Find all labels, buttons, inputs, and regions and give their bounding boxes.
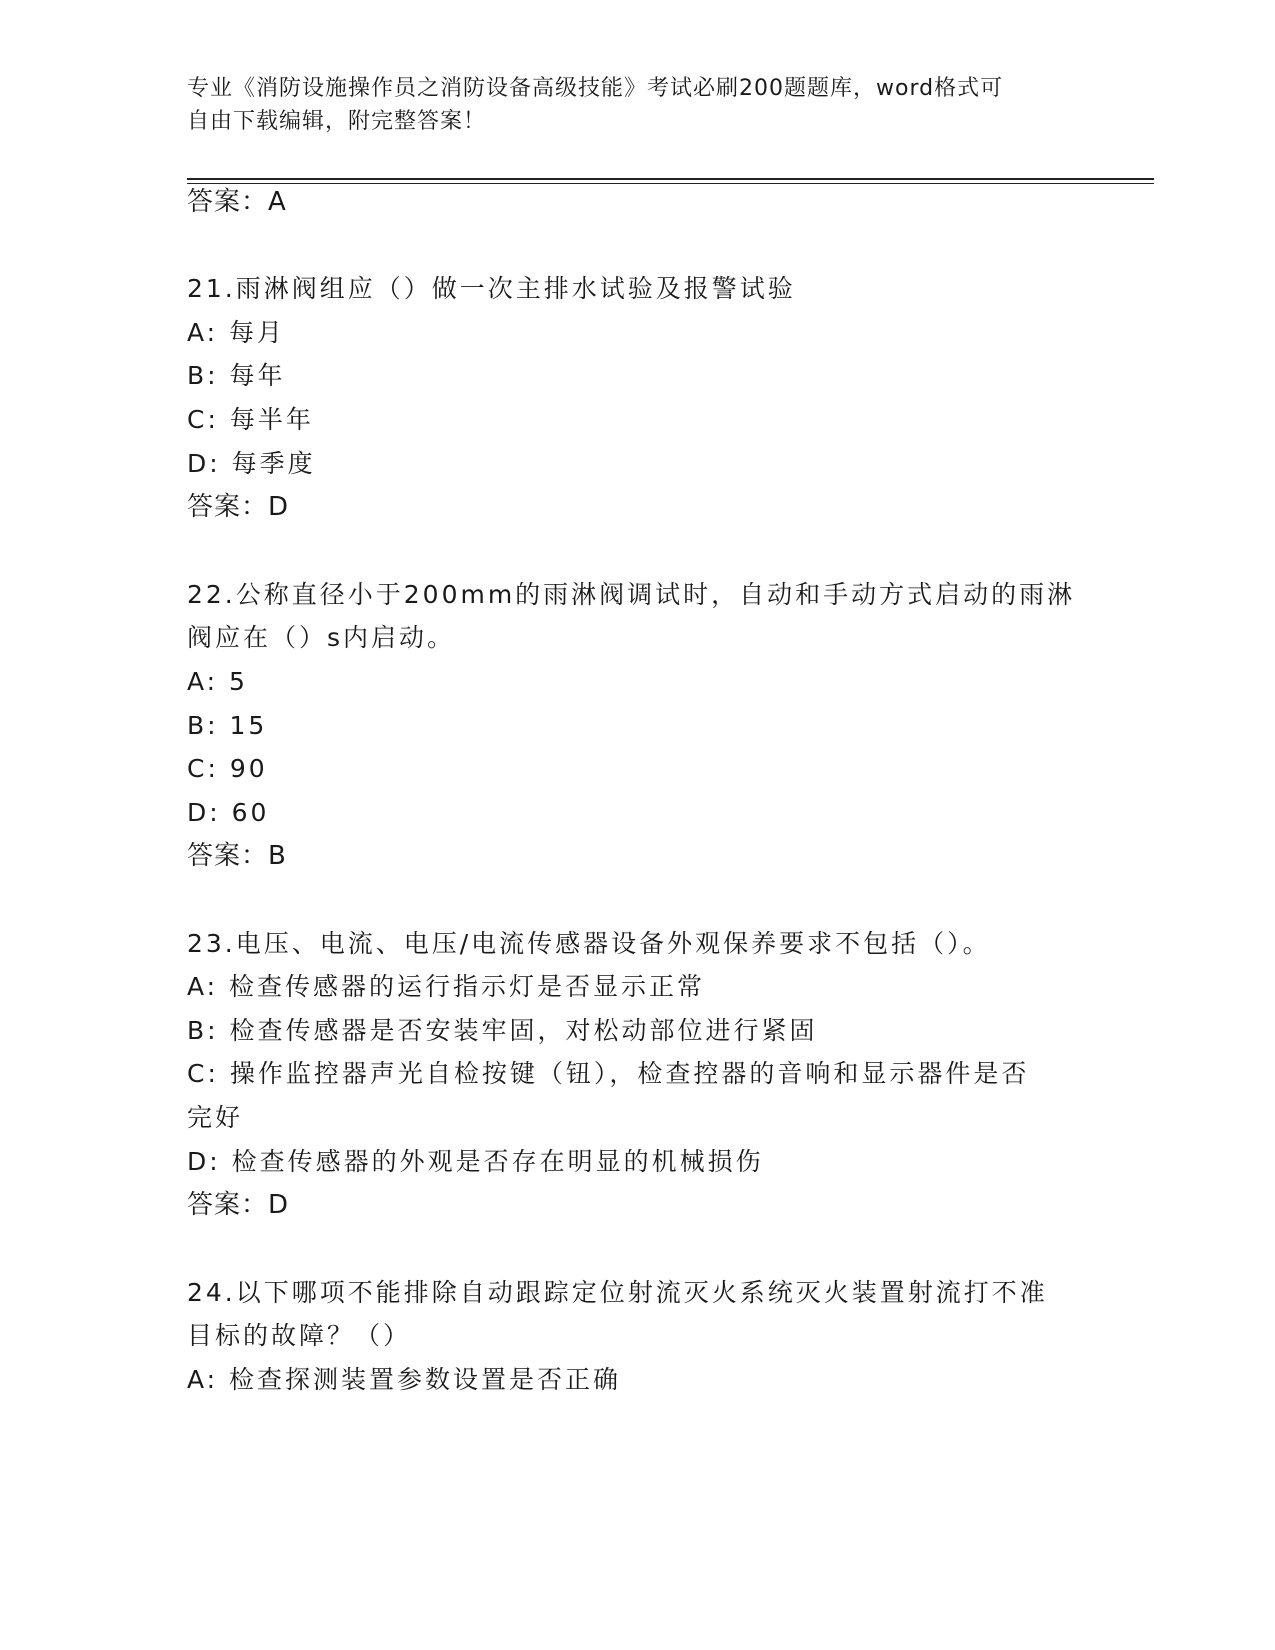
question-23-option-d: D: 检查传感器的外观是否存在明显的机械损伤 xyxy=(187,1147,764,1176)
question-21-option-a: A: 每月 xyxy=(187,318,286,347)
question-24-stem-line-2: 目标的故障？（） xyxy=(187,1321,412,1350)
question-23-answer: 答案：D xyxy=(187,1190,290,1220)
question-22-option-b: B: 15 xyxy=(187,711,268,740)
header-line-1: 专业《消防设施操作员之消防设备高级技能》考试必刷200题题库，word格式可 xyxy=(187,76,1004,101)
question-21-option-c: C: 每半年 xyxy=(187,405,314,434)
question-23-option-c-line-2: 完好 xyxy=(187,1103,244,1132)
question-22-stem-line-2: 阀应在（）s内启动。 xyxy=(187,623,456,652)
header-divider-thick xyxy=(187,178,1154,180)
question-24-stem-line-1: 24.以下哪项不能排除自动跟踪定位射流灭火系统灭火装置射流打不准 xyxy=(187,1278,1048,1307)
question-22-option-c: C: 90 xyxy=(187,754,268,783)
previous-answer: 答案：A xyxy=(187,187,287,217)
question-22-option-a: A: 5 xyxy=(187,667,248,696)
question-22-stem-line-1: 22.公称直径小于200mm的雨淋阀调试时，自动和手动方式启动的雨淋 xyxy=(187,580,1076,609)
question-23-option-c-line-1: C: 操作监控器声光自检按键（钮），检查控器的音响和显示器件是否 xyxy=(187,1059,1030,1088)
header-line-2: 自由下载编辑，附完整答案！ xyxy=(187,109,487,134)
question-21-answer: 答案：D xyxy=(187,492,290,522)
question-24-option-a: A: 检查探测装置参数设置是否正确 xyxy=(187,1365,622,1394)
question-23-stem: 23.电压、电流、电压/电流传感器设备外观保养要求不包括（）。 xyxy=(187,929,991,958)
question-21-option-b: B: 每年 xyxy=(187,361,286,390)
question-23-option-b: B: 检查传感器是否安装牢固，对松动部位进行紧固 xyxy=(187,1016,818,1045)
question-22-option-d: D: 60 xyxy=(187,798,270,827)
question-22-answer: 答案：B xyxy=(187,841,287,871)
document-header xyxy=(187,72,1087,138)
question-23-option-a: A: 检查传感器的运行指示灯是否显示正常 xyxy=(187,972,706,1001)
question-21-option-d: D: 每季度 xyxy=(187,449,316,478)
question-21-stem: 21.雨淋阀组应（）做一次主排水试验及报警试验 xyxy=(187,274,796,303)
